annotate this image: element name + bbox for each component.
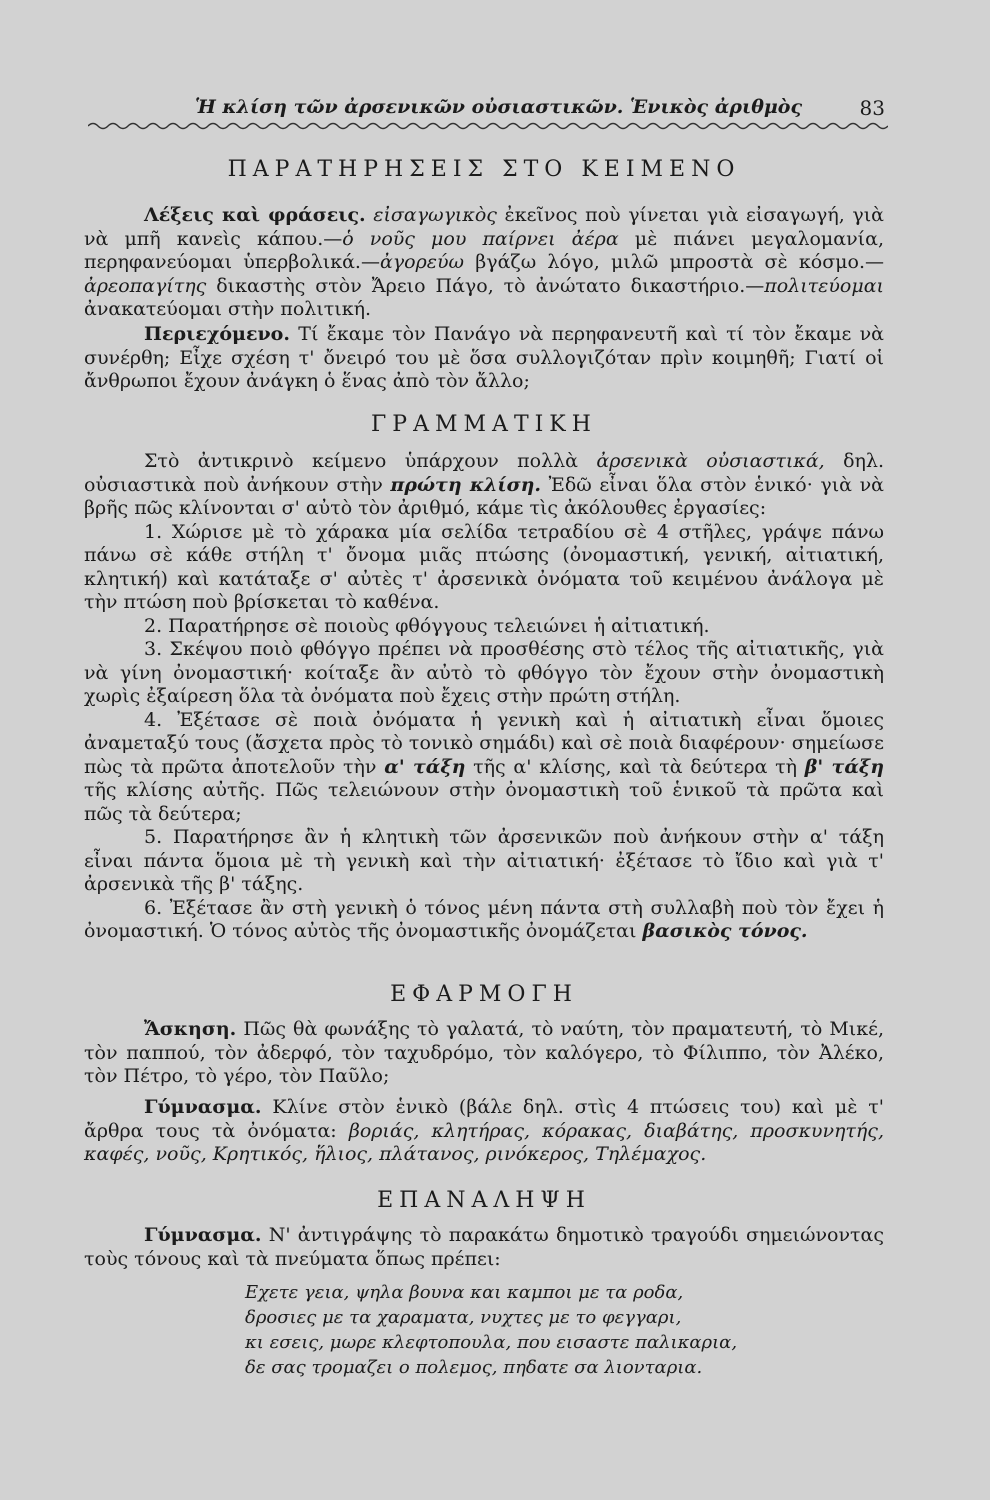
grammar-item-6 [84,897,884,944]
def-1: ἐκεῖνος ποὺ γίνεται γιὰ εἰσαγωγή, γιὰ νὰ μπῆ κανεὶς κάπου.— [84,204,884,250]
poem-line: δε σας τρομαζει ο πολεμος, πηδατε σα λιονταρια. [245,1357,703,1378]
notes-section-title: ΠΑΡΑΤΗΡΗΣΕΙΣ ΣΤΟ ΚΕΙΜΕΝΟ [227,157,741,182]
page-number: 83 [859,96,885,120]
drill-words: βοριάς, κλητήρας, κόρακας, διαβάτης, προσκυνητής, καφές, νοῦς, Κρητικός, ἥλιος, πλάτανος, ρινόκερος, Τηλέμαχος. [84,1119,884,1165]
grammar-item-2: 2. Παρατήρησε σὲ ποιοὺς φθόγγους τελειώνει ἡ αἰτιατική. [144,614,710,637]
chapter-title: Ἡ κλίση τῶν ἀρσενικῶν οὐσιαστικῶν. Ἑνικὸς ἀριθμὸς [195,96,803,118]
grammar-item-5: 5. Παρατήρησε ἂν ἡ κλητικὴ τῶν ἀρσενικῶν ποὺ ἀνήκουν στὴν α' τάξη εἶναι πάντα ὅμοια μὲ τὴ γενικὴ καὶ τὴν αἰτιατική· ἐξέτασε τὸ ἴδιο καὶ γιὰ τ' ἀρσενικὰ τῆς β' τάξης. [84,826,884,895]
term-4: ἀρεοπαγίτης [84,274,207,297]
term-3: ἀγορεύω [379,251,465,273]
grammar-intro [84,450,884,521]
words-paragraph [84,204,884,322]
wavy-rule [88,120,888,132]
intro-first-declension: πρώτη κλίση. [390,473,542,496]
review-section-title: ΕΠΑΝΑΛΗΨΗ [377,1188,591,1213]
grammar-body [84,450,884,944]
drill-text: Κλίνε στὸν ἑνικὸ (βάλε δηλ. στὶς 4 πτώσεις του) καὶ μὲ τ' ἄρθρα τους τὰ ὀνόματα: [84,1096,884,1142]
exercise-text: Πῶς θὰ φωνάξης τὸ γαλατά, τὸ ναύτη, τὸν πραματευτή, τὸ Μικέ, τὸν παππού, τὸν ἀδερφό, τὸν ταχυδρόμο, τὸν καλόγερο, τὸ Φίλιππο, τὸν Ἀλέκο, τὸν Πέτρο, τὸ γέρο, τὸν Παῦλο; [84,1018,884,1087]
running-head [195,96,885,118]
item4-text-a: 4. Ἐξέτασε σὲ ποιὰ ὀνόματα ἡ γενικὴ καὶ ἡ αἰτιατικὴ εἶναι ὅμοιες ἀναμεταξύ τους (ἄσχετα πρὸς τὸ τονικὸ σημάδι) καὶ σὲ ποιὰ διαφέρουν· σημείωσε πὼς τὰ πρῶτα ἀποτελοῦν τὴν [84,708,884,778]
poem-line: Εχετε γεια, ψηλα βουνα και καμποι με τα ροδα, [245,1282,684,1303]
poem-line: δροσιες με τα χαραματα, νυχτες με το φεγγαρι, [245,1307,682,1328]
drill-paragraph [84,1096,884,1167]
drill-lead: Γύμνασμα. [144,1096,262,1118]
poem-line: κι εσεις, μωρε κλεφτοπουλα, που εισαστε παλικαρια, [245,1332,738,1353]
intro-text-a: Στὸ ἀντικρινὸ κείμενο ὑπάρχουν πολλὰ [144,450,597,472]
folk-song [245,1280,845,1380]
def-2: μὲ πιάνει μεγαλομανία, περηφανεύομαι ὑπερβολικά.— [84,227,884,273]
item4-text-b: τῆς α' κλίσης, καὶ τὰ δεύτερα τὴ [465,755,805,778]
term-2: ὁ νοῦς μου παίρνει ἀέρα [342,227,619,250]
item4-text-c: τῆς κλίσης αὐτῆς. Πῶς τελειώνουν στὴν ὀνομαστικὴ τοῦ ἑνικοῦ τὰ πρῶτα καὶ πῶς τὰ δεύτερα; [84,779,884,825]
def-4: δικαστὴς στὸν Ἄρειο Πάγο, τὸ ἀνώτατο δικαστήριο.— [206,274,765,297]
def-5: ἀνακατεύομαι στὴν πολιτική. [84,298,372,320]
intro-text-b: δηλ. οὐσιαστικὰ ποὺ ἀνήκουν στὴν [84,450,884,496]
application-section-title: ΕΦΑΡΜΟΓΗ [390,982,578,1007]
words-lead: Λέξεις καὶ φράσεις. [144,204,366,226]
review-lead: Γύμνασμα. [144,1224,262,1246]
review-text: Ν' ἀντιγράψης τὸ παρακάτω δημοτικὸ τραγούδι σημειώνοντας τοὺς τόνους καὶ τὰ πνεύματα ὅπως πρέπει: [84,1224,884,1270]
grammar-item-3: 3. Σκέψου ποιὸ φθόγγο πρέπει νὰ προσθέσης στὸ τέλος τῆς αἰτιατικῆς, γιὰ νὰ γίνη ὀνομαστική· κοίταξε ἂν αὐτὸ τὸ φθόγγο τὸν ἔχουν στὴν ὀνομαστικὴ χωρὶς ἐξαίρεση ὅλα τὰ ὀνόματα ποὺ ἔχεις στὴν πρώτη στήλη. [84,638,884,707]
term-5: πολιτεύομαι [764,274,884,297]
content-paragraph [84,323,884,394]
grammar-item-1: 1. Χώρισε μὲ τὸ χάρακα μία σελίδα τετραδίου σὲ 4 στῆλες, γράψε πάνω πάνω σὲ κάθε στήλη τ' ὄνομα μιᾶς πτώσης (ὀνομαστική, γενική, αἰτιατική, κλητική) καὶ κατάταξε σ' αὐτὲς τ' ἀρσενικὰ ὀνόματα τοῦ κειμένου ἀνάλογα μὲ τὴν πτώση ποὺ βρίσκεται τὸ καθένα. [84,520,884,613]
grammar-item-4 [84,709,884,827]
item4-first-class: α' τάξη [384,755,466,778]
grammar-section-title: ΓΡΑΜΜΑΤΙΚΗ [371,412,597,437]
item6-text: 6. Ἐξέτασε ἂν στὴ γενικὴ ὁ τόνος μένη πάντα στὴ συλλαβὴ ποὺ τὸν ἔχει ἡ ὀνομαστική. Ὁ τόνος αὐτὸς τῆς ὀνομαστικῆς ὀνομάζεται [84,896,884,942]
content-lead: Περιεχόμενο. [144,323,290,345]
exercise-lead: Ἄσκηση. [144,1018,237,1040]
intro-term: ἀρσενικὰ οὐσιαστικά, [596,450,825,472]
item6-basic-accent: βασικὸς τόνος. [642,920,808,942]
intro-text-c: Ἐδῶ εἶναι ὅλα στὸν ἑνικό· γιὰ νὰ βρῆς πῶς κλίνονται σ' αὐτὸ τὸν ἀριθμό, κάμε τὶς ἀκόλουθες ἐργασίες: [84,473,884,519]
review-paragraph [84,1224,884,1271]
content-text: Τί ἔκαμε τὸν Πανάγο νὰ περηφανευτῆ καὶ τί τὸν ἔκαμε νὰ συνέρθη; Εἶχε σχέση τ' ὄνειρό του μὲ ὅσα συλλογιζόταν πρὶν κοιμηθῆ; Γιατί οἱ ἄνθρωποι ἔχουν ἀνάγκη ὁ ἕνας ἀπὸ τὸν ἄλλο; [84,323,884,392]
def-3: βγάζω λόγο, μιλῶ μπροστὰ σὲ κόσμο.— [464,251,884,273]
term-1: εἰσαγωγικὸς [373,204,497,226]
item4-second-class: β' τάξη [804,755,885,778]
exercise-paragraph [84,1018,884,1089]
